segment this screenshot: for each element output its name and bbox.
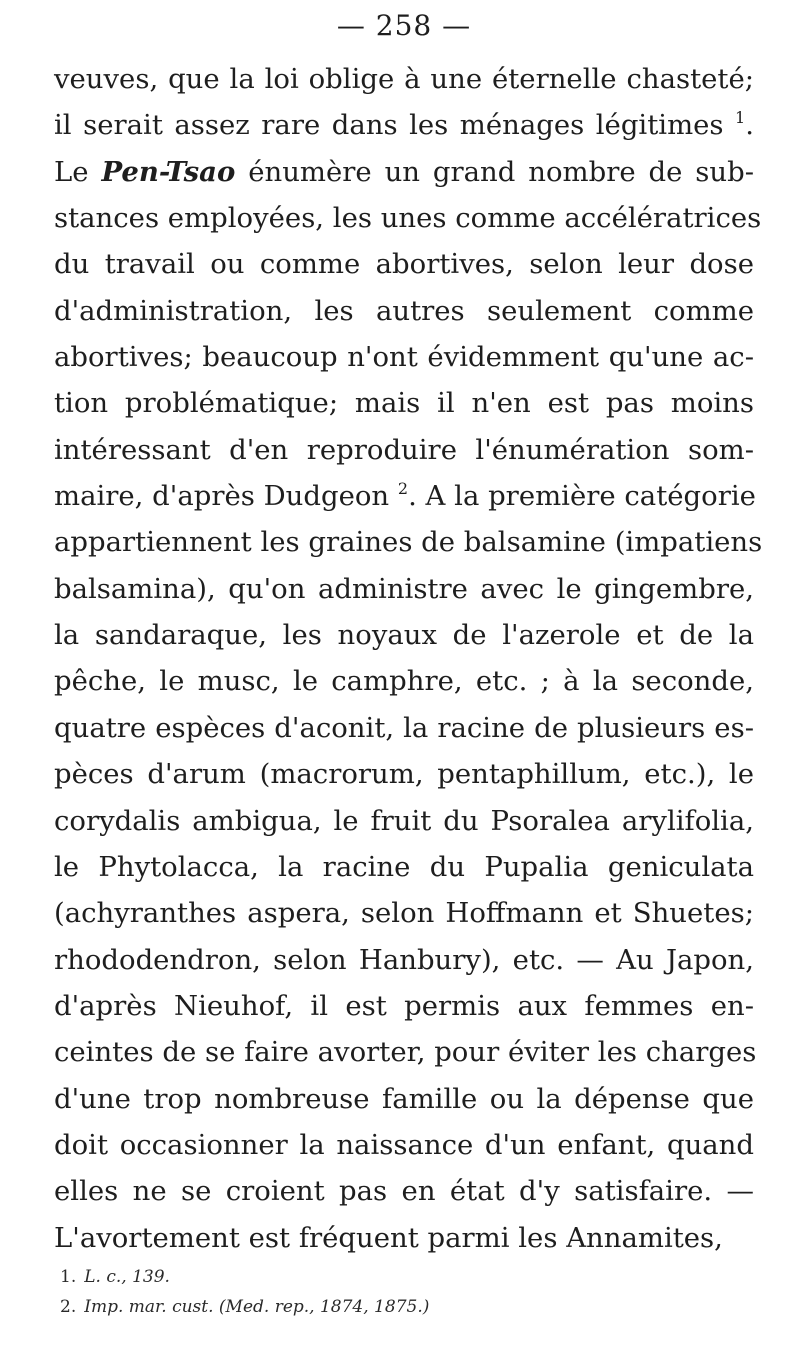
footnote-1: [60, 1262, 750, 1292]
text-line: doit occasionner la naissance d'un enfant, quand: [54, 1128, 754, 1161]
text-line: intéressant d'en reproduire l'énumération som-: [54, 433, 754, 466]
italic-title: Pen-Tsao: [101, 155, 236, 188]
text-line: le Phytolacca, la racine du Pupalia geniculata: [54, 850, 754, 883]
body-text: [54, 56, 763, 1261]
text-line: appartiennent les graines de balsamine (impatiens: [54, 526, 763, 559]
text-line: L'avortement est fréquent parmi les Annamites,: [54, 1221, 723, 1254]
footnote-ref: 2: [397, 479, 409, 499]
footnotes: [60, 1262, 750, 1322]
text-line: il serait assez rare dans les ménages légitimes $^1$.: [54, 108, 754, 142]
book-page: [54, 0, 763, 1355]
footnote-number: 1.: [60, 1267, 77, 1287]
text-line: balsamina), qu'on administre avec le gingembre,: [54, 572, 754, 605]
text-line: abortives; beaucoup n'ont évidemment qu'une ac-: [54, 341, 754, 374]
text-line: elles ne se croient pas en état d'y satisfaire. —: [54, 1175, 754, 1208]
text-line: veuves, que la loi oblige à une éternelle chasteté;: [54, 63, 754, 95]
text-line: pèces d'arum (macrorum, pentaphillum, etc.), le: [54, 758, 754, 791]
footnote-2: [60, 1292, 750, 1322]
text-line: d'administration, les autres seulement comme: [54, 294, 754, 327]
text-line: rhododendron, selon Hanbury), etc. — Au Japon,: [54, 943, 754, 976]
footnote-number: 2.: [60, 1297, 77, 1317]
text-line: d'après Nieuhof, il est permis aux femmes en-: [54, 989, 754, 1022]
text-line: quatre espèces d'aconit, la racine de plusieurs es-: [54, 711, 754, 744]
text-line: (achyranthes aspera, selon Hoffmann et Shuetes;: [54, 897, 754, 930]
footnote-text: Imp. mar. cust. (Med. rep., 1874, 1875.): [84, 1297, 430, 1317]
text-line: pêche, le musc, le camphre, etc. ; à la seconde,: [54, 665, 754, 698]
text-line: tion problématique; mais il n'en est pas moins: [54, 387, 754, 420]
page-number: — 258 —: [336, 9, 472, 42]
text-line: corydalis ambigua, le fruit du Psoralea arylifolia,: [54, 804, 754, 837]
text-line: ceintes de se faire avorter, pour éviter les charges: [54, 1036, 757, 1069]
text-line: la sandaraque, les noyaux de l'azerole et de la: [54, 619, 754, 652]
text-line: d'une trop nombreuse famille ou la dépense que: [54, 1082, 754, 1115]
text-line: du travail ou comme abortives, selon leur dose: [54, 248, 754, 281]
footnote-ref: 1: [735, 108, 746, 128]
footnote-text: L. c., 139.: [84, 1267, 170, 1287]
text-line: Le Pen-Tsao énumère un grand nombre de sub-: [54, 155, 755, 188]
text-line: maire, d'après Dudgeon $^2$. A la première catégorie: [54, 479, 756, 513]
text-line: stances employées, les unes comme accélératrices: [54, 202, 762, 235]
